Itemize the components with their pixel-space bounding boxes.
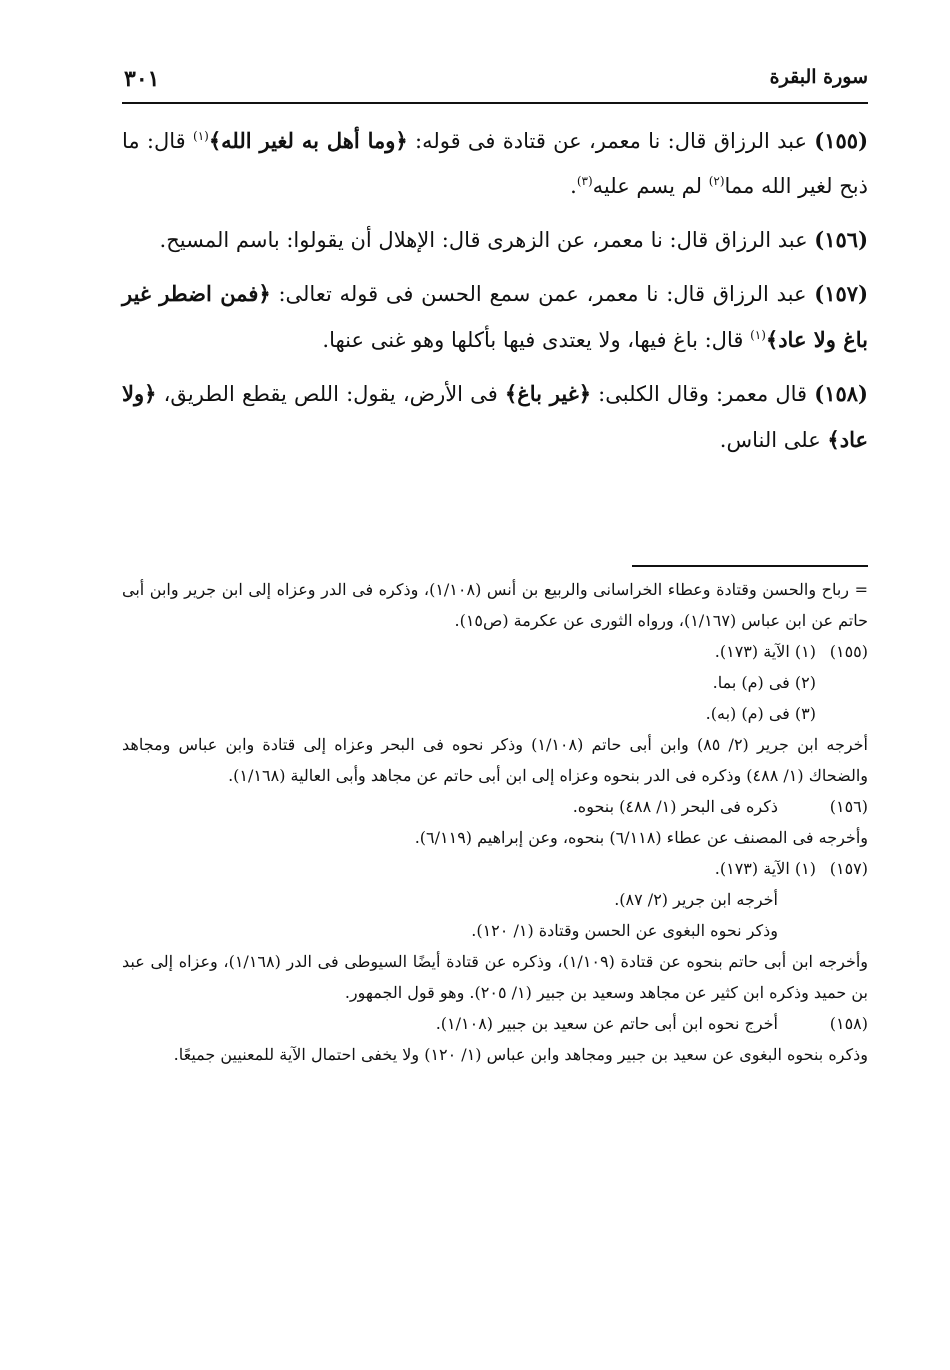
footnote-line [122,667,868,698]
footnote-text: وأخرجه ابن أبى حاتم بنحوه عن قتادة (١/١٠٩)، وذكره عن قتادة أيضًا السيوطى فى الدر (١/١٦٨)، وعزاه إلى عبد بن حميد وذكره ابن كثير عن مجاهد وسعيد بن جبير (١/ ٢٠٥). وهو قول الجمهور. [122,952,869,1002]
footnotes [122,574,868,1070]
paragraph-number: (١٥٦) [814,227,868,252]
footnote-line [122,636,868,667]
paragraph-text: على الناس. [719,428,828,452]
footnote-text: (٢) فى (م) بما. [712,673,816,692]
footnote-line [122,698,868,729]
footnote-line [122,853,868,884]
paragraph-text: لم يسم عليه [592,174,709,198]
footnote-line [122,574,868,636]
paragraph-157 [122,271,868,363]
footnote-text: = رباح والحسن وقتادة وعطاء الخراسانى والربيع بن أنس (١/١٠٨)، وذكره فى الدر وعزاه إلى ابن جرير وابن أبى حاتم عن ابن عباس (١/١٦٧)، ورواه الثورى عن عكرمة (ص١٥). [122,580,868,630]
footnote-key: (١٥٥) [829,642,868,661]
quran-quote: ﴿وما أهل به لغير الله﴾ [208,128,408,153]
footnote-ref: (٢) [708,174,725,188]
paragraph-text: عبد الرزاق قال: نا معمر، عن قتادة فى قوله: [407,129,815,153]
page-header [122,66,868,104]
paragraph-number: (١٥٨) [814,381,868,406]
footnote-line [122,915,868,946]
page-number: ٣٠١ [124,66,160,92]
footnote-text: وذكر نحوه البغوى عن الحسن وقتادة (١/ ١٢٠). [471,921,778,940]
paragraph-158 [122,371,868,463]
paragraph-155 [122,118,868,209]
footnote-key: (١٥٨) [829,1014,868,1033]
footnote-text: (٣) فى (م) (به). [705,704,816,723]
footnote-line [122,946,868,1008]
footnote-key [816,698,868,729]
footnote-key: (١٥٦) [829,797,868,816]
footnote-key: (١٥٧) [829,859,868,878]
paragraph-156 [122,217,868,263]
paragraph-text: عبد الرزاق قال: نا معمر، عمن سمع الحسن فى قوله تعالى: [270,282,815,306]
footnote-ref: (٣) [576,174,593,188]
quran-quote: ﴿فمن اضطر غير باغ ولا عاد﴾ [122,281,868,352]
footnote-line [122,791,868,822]
footnote-text: وأخرجه فى المصنف عن عطاء (٦/١١٨) بنحوه، وعن إبراهيم (٦/١١٩). [414,828,868,847]
footnote-text: (١) الآية (١٧٣). [714,859,816,878]
main-text [122,118,868,471]
footnote-text: أخرج نحوه ابن أبى حاتم عن سعيد بن جبير (١/١٠٨). [435,1014,778,1033]
footnote-key [778,884,868,915]
paragraph-text: فى الأرض، يقول: اللص يقطع الطريق، [156,382,505,406]
paragraph-number: (١٥٧) [814,281,868,306]
footnote-text: (١) الآية (١٧٣). [714,642,816,661]
footnote-line [122,884,868,915]
footnote-line [122,729,868,791]
paragraph-text: . [570,174,577,198]
footnote-text: أخرجه ابن جرير (٢/ ٨٧). [614,890,778,909]
paragraph-text: قال معمر: وقال الكلبى: [591,382,815,406]
footnote-line [122,1008,868,1039]
footnote-text: أخرجه ابن جرير (٢/ ٨٥) وابن أبى حاتم (١/١٠٨) وذكر نحوه فى البحر وعزاه إلى قتادة وابن عباس ومجاهد والضحاك (١/ ٤٨٨) وذكره فى الدر بنحوه وعزاه إلى ابن أبى حاتم عن مجاهد وأبى العالية (١/١٦٨). [122,735,868,785]
footnote-text: ذكره فى البحر (١/ ٤٨٨) بنحوه. [572,797,778,816]
paragraph-text: عبد الرزاق قال: نا معمر، عن الزهرى قال: الإهلال أن يقولوا: باسم المسيح. [159,228,815,252]
footnote-line [122,822,868,853]
footnote-ref: (١) [750,328,766,342]
footnote-line [122,1039,868,1070]
footnote-text: وذكره بنحوه البغوى عن سعيد بن جبير ومجاهد وابن عباس (١/ ١٢٠) ولا يخفى احتمال الآية للمعنيين جميعًا. [173,1045,868,1064]
footnote-divider [632,565,868,567]
paragraph-text: قال: باغ فيها، ولا يعتدى فيها بأكلها وهو غنى عنها. [322,328,751,352]
paragraph-text: قال: ما ذبح لغير الله مما [122,129,868,198]
quran-quote: ﴿غير باغ﴾ [504,381,591,406]
footnote-key [778,915,868,946]
quran-quote: ﴿ولا عاد﴾ [122,381,868,452]
paragraph-number: (١٥٥) [814,128,868,153]
footnote-ref: (١) [193,129,209,143]
sura-title: سورة البقرة [769,66,868,88]
footnote-key [816,667,868,698]
